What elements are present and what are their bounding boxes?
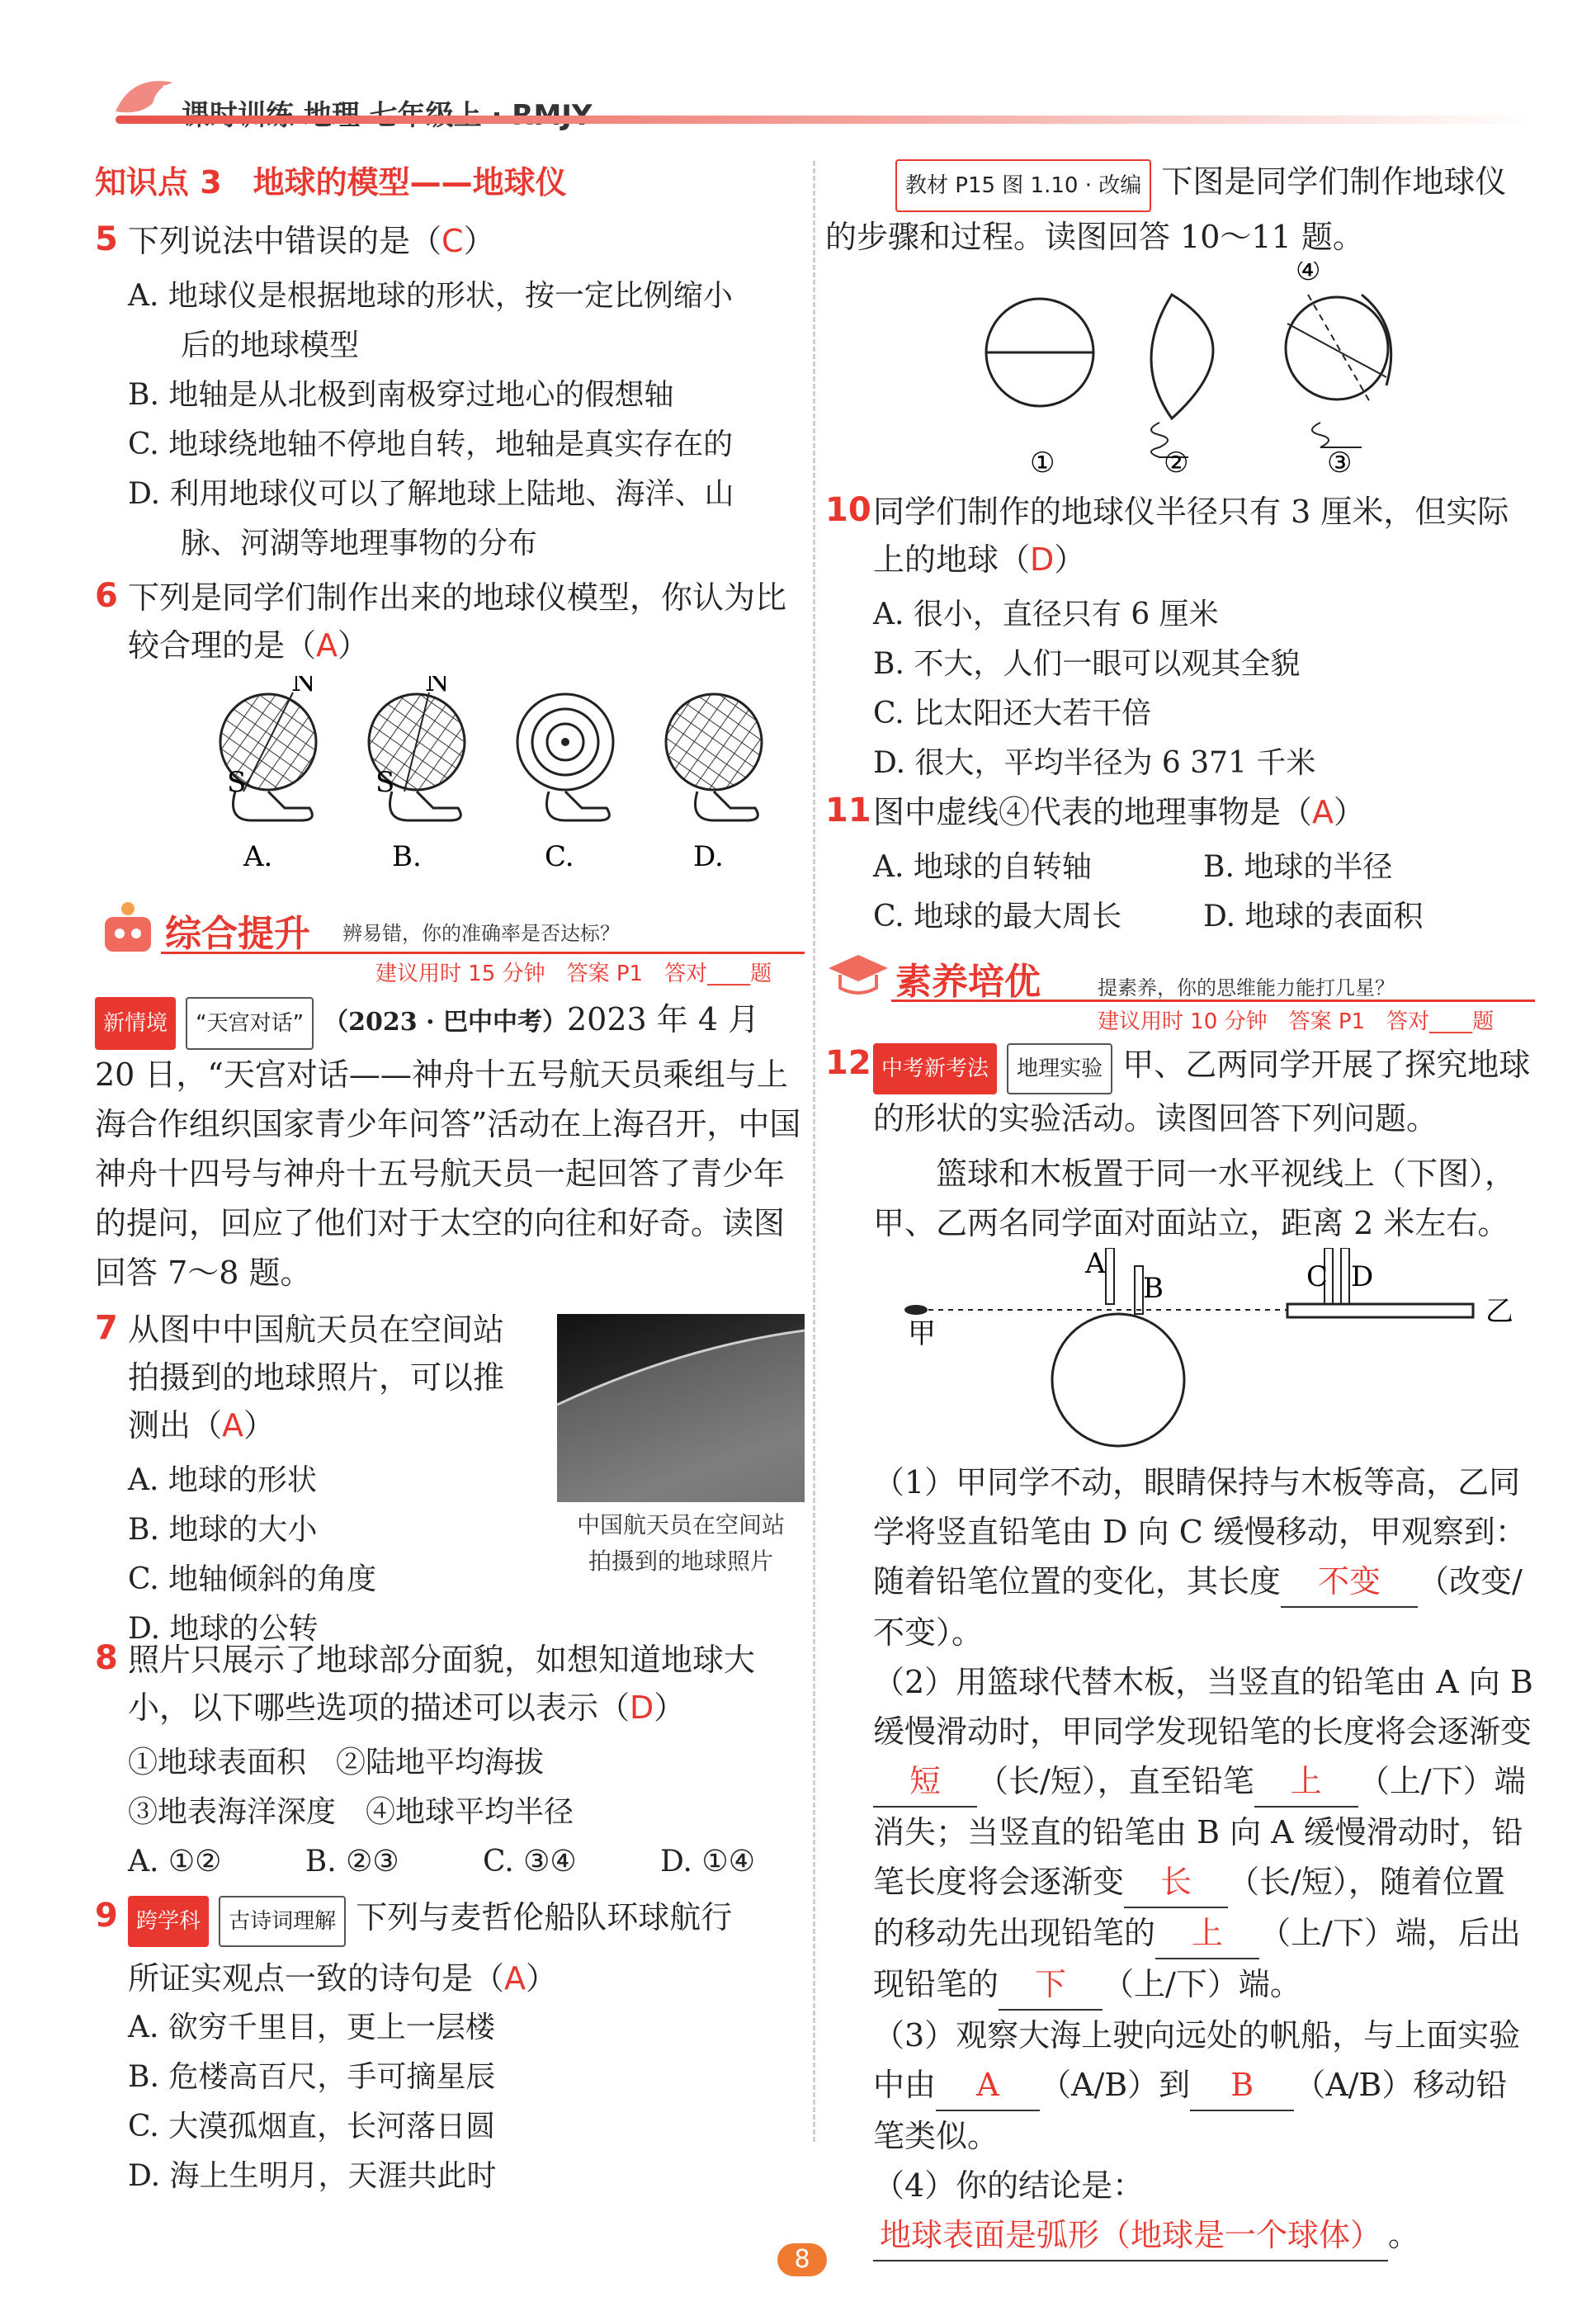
context-tag: 新情境 xyxy=(95,997,176,1050)
globe-label: C. xyxy=(545,840,574,873)
question-6 xyxy=(95,574,805,669)
paren-close: ） xyxy=(1054,541,1086,578)
paren-close: ） xyxy=(526,1960,558,1997)
option: A. 地球的形状 xyxy=(128,1463,317,1497)
fill-blank: 上 xyxy=(1254,1756,1358,1808)
option: B. ②③ xyxy=(305,1845,399,1879)
right-column xyxy=(825,157,1535,2261)
text: （2）用篮球代替木板，当竖直的铅笔由 A 向 B 缓慢滑动时，甲同学发现铅笔的长度将会逐渐变 xyxy=(873,1664,1533,1750)
text: （改变/不变）。 xyxy=(873,1563,1523,1651)
answer: A xyxy=(222,1407,244,1444)
question-number: 8 xyxy=(95,1639,118,1677)
label-d: D xyxy=(1351,1260,1374,1293)
fill-blank: 短 xyxy=(873,1756,977,1808)
text: （上/下）端消失；当竖直的铅笔由 B 向 A 缓慢滑动时，铅笔长度将会逐渐变 xyxy=(873,1763,1526,1900)
paren-close: ） xyxy=(654,1690,686,1726)
fill-blank: 不变 xyxy=(1281,1557,1418,1608)
question-number: 5 xyxy=(95,220,118,258)
text: （4）你的结论是： xyxy=(873,2167,1145,2204)
option: B. 地球的大小 xyxy=(128,1513,318,1547)
step-label: ① xyxy=(1030,447,1055,480)
banner-meta: 建议用时 15 分钟 答案 P1 答对____题 xyxy=(375,962,772,986)
banner-subtitle: 提素养，你的思维能力能打几星？ xyxy=(1098,976,1395,1000)
question-10 xyxy=(825,488,1535,584)
answer: A xyxy=(316,627,338,664)
globe-label: B. xyxy=(392,840,422,873)
text: （1）甲同学不动，眼睛保持与木板等高，乙同学将竖直铅笔由 D 向 C 缓慢移动，甲观察到：随着铅笔位置的变化，其长度 xyxy=(873,1464,1527,1600)
context-box: “天宫对话” xyxy=(186,997,314,1050)
option: B. 不大，人们一眼可以观其全貌 xyxy=(873,647,1301,681)
south-label: S xyxy=(227,766,247,799)
sub-question-2 xyxy=(873,1657,1535,2011)
context-source: （2023 · 巴中中考） xyxy=(323,1008,567,1037)
header-title xyxy=(182,92,593,133)
left-column xyxy=(95,157,805,2201)
fill-blank: 地球表面是弧形（地球是一个球体） xyxy=(873,2210,1388,2261)
photo-caption xyxy=(557,1507,805,1580)
option: C. 地球的最大周长 xyxy=(873,900,1122,933)
south-label: S xyxy=(375,766,395,799)
intro-text: 下图是同学们制作地球仪的步骤和过程。读图回答 10～11 题。 xyxy=(825,163,1507,255)
banner-meta: 建议用时 10 分钟 答案 P1 答对____题 xyxy=(1098,1009,1494,1034)
answer: A xyxy=(504,1960,526,1997)
intro-paragraph xyxy=(825,157,1535,262)
option: D. 海上生明月，天涯共此时 xyxy=(128,2159,497,2193)
option: D. 地球的表面积 xyxy=(1203,900,1424,933)
option: C. 比太阳还大若干倍 xyxy=(873,697,1152,730)
caption-line: 拍摄到的地球照片 xyxy=(588,1548,773,1575)
earth-horizon xyxy=(557,1314,805,1502)
question-number: 7 xyxy=(95,1309,118,1347)
banner-rule xyxy=(161,952,805,954)
text: （A/B）移动铅笔类似。 xyxy=(873,2067,1508,2154)
page-number: 8 xyxy=(777,2243,827,2276)
sub-question-1 xyxy=(873,1458,1535,1657)
option: C. ③④ xyxy=(482,1845,577,1879)
globe-b xyxy=(369,676,465,873)
option: C. 地球绕地轴不停地自转，地轴是真实存在的 xyxy=(128,428,734,461)
globe-d xyxy=(666,694,762,873)
option: A. 很小，直径只有 6 厘米 xyxy=(873,598,1219,631)
option: A. 地球仪是根据地球的形状，按一定比例缩小 xyxy=(128,279,733,313)
question-stem: 所证实观点一致的诗句是（ xyxy=(128,1960,505,1997)
question-stem: 甲、乙两同学开展了探究地球的形状的实验活动。读图回答下列问题。 xyxy=(873,1047,1531,1137)
option: D. 很大，平均半径为 6 371 千米 xyxy=(873,746,1316,780)
option-cont: 脉、河湖等地理事物的分布 xyxy=(181,527,538,560)
text: （上/下）端，后出现铅笔的 xyxy=(873,1915,1521,2002)
label-jia: 甲 xyxy=(908,1317,936,1350)
fill-blank: A xyxy=(936,2060,1040,2111)
paren-close: ） xyxy=(338,627,370,664)
question-5 xyxy=(95,217,805,265)
banner-title: 素养培优 xyxy=(895,961,1041,1003)
banner-subtitle: 辨易错，你的准确率是否达标？ xyxy=(342,922,620,945)
textbook-ref: 教材 P15 图 1.10 · 改编 xyxy=(895,159,1151,212)
text: 。 xyxy=(1388,2217,1420,2253)
question-7 xyxy=(95,1306,524,1449)
step-3 xyxy=(1286,262,1391,480)
section-title: 知识点 3 地球的模型——地球仪 xyxy=(95,164,567,201)
step-1 xyxy=(986,299,1093,480)
globe-c xyxy=(517,694,613,873)
question-stem: 图中虚线④代表的地理事物是（ xyxy=(873,794,1313,830)
column-divider xyxy=(813,161,815,2142)
label-b: B xyxy=(1143,1272,1164,1305)
item-line: ③地表海洋深度 ④地球平均半径 xyxy=(128,1795,574,1829)
option: C. 大漠孤烟直，长河落日圆 xyxy=(128,2110,496,2143)
step-2 xyxy=(1151,295,1213,480)
option: A. ①② xyxy=(128,1845,222,1879)
globe-making-steps-figure xyxy=(825,262,1535,484)
question-number: 6 xyxy=(95,577,118,615)
question-number: 12 xyxy=(825,1044,871,1082)
fill-blank: 上 xyxy=(1155,1908,1259,1959)
text: （上/下）端。 xyxy=(1103,1966,1301,2002)
text: （A/B）到 xyxy=(1040,2067,1191,2103)
option: D. 地球的公转 xyxy=(128,1612,319,1646)
step-label: ③ xyxy=(1327,447,1353,480)
question-number: 9 xyxy=(95,1897,118,1935)
question-stem: 下列说法中错误的是（ xyxy=(128,223,442,259)
item-line: ①地球表面积 ②陆地平均海拔 xyxy=(128,1746,545,1779)
question-tag: 跨学科 xyxy=(128,1896,209,1947)
question-tag: 中考新考法 xyxy=(873,1043,997,1094)
question-stem: 下列与麦哲伦船队环球航行 xyxy=(356,1899,733,1935)
question-11 xyxy=(825,788,1535,836)
section-banner xyxy=(95,894,805,985)
question-stem: 同学们制作的地球仪半径只有 3 厘米，但实际上的地球（ xyxy=(873,494,1509,578)
experiment-description: 篮球和木板置于同一水平视线上（下图），甲、乙两名同学面对面站立，距离 2 米左右。 xyxy=(873,1156,1517,1241)
question-9 xyxy=(95,1893,805,1947)
question-number: 10 xyxy=(825,491,871,529)
banner-rule xyxy=(891,1000,1535,1002)
axis-label: ④ xyxy=(1296,262,1321,287)
context-paragraph xyxy=(95,995,805,1297)
fill-blank: B xyxy=(1190,2060,1294,2111)
sub-question-4 xyxy=(873,2161,1535,2261)
graduation-cap-icon xyxy=(825,948,891,1006)
text: （长/短），直至铅笔 xyxy=(977,1763,1254,1799)
context-text: 2023 年 4 月 20 日，“天宫对话——神舟十五号航天员乘组与上海合作组织国家青少年问答”活动在上海召开，中国神舟十四号与神舟十五号航天员一起回答了青少年的提问，回应了他们对于太空的向往和好奇。读图回答 7～8 题。 xyxy=(95,1001,801,1291)
options-row xyxy=(128,1837,755,1887)
sub-question-3 xyxy=(873,2011,1535,2161)
options-row xyxy=(873,843,1535,892)
paren-close: ） xyxy=(463,223,495,259)
option: B. 地球的半径 xyxy=(1203,850,1393,884)
globe-label: D. xyxy=(693,840,724,873)
step-label: ② xyxy=(1164,447,1189,480)
globe-label: A. xyxy=(243,840,273,873)
option-cont: 后的地球模型 xyxy=(181,328,360,362)
question-box: 古诗词理解 xyxy=(219,1896,346,1947)
question-12 xyxy=(825,1041,1535,1142)
globe-models-figure xyxy=(95,676,805,891)
text: （长/短），随着位置的移动先出现铅笔的 xyxy=(873,1864,1505,1951)
question-stem: 下列是同学们制作出来的地球仪模型，你认为比较合理的是（ xyxy=(128,579,787,664)
label-yi: 乙 xyxy=(1485,1295,1513,1328)
question-box: 地理实验 xyxy=(1007,1043,1112,1094)
paren-close: ） xyxy=(1334,794,1366,830)
option: C. 地轴倾斜的角度 xyxy=(128,1562,377,1596)
robot-icon xyxy=(95,900,161,958)
north-label: N xyxy=(425,676,450,698)
question-stem: 照片只展示了地球部分面貌，如想知道地球大小，以下哪些选项的描述可以表示（ xyxy=(128,1642,756,1726)
answer: D xyxy=(1030,541,1055,578)
question-7-block xyxy=(95,1306,805,1646)
answer: D xyxy=(630,1690,654,1726)
banner-title: 综合提升 xyxy=(165,913,310,955)
question-number: 11 xyxy=(825,792,871,829)
experiment-figure xyxy=(825,1248,1535,1454)
fill-blank: 长 xyxy=(1124,1857,1228,1908)
paren-close: ） xyxy=(243,1407,276,1444)
text: （3）观察大海上驶向远处的帆船，与上面实验中由 xyxy=(873,2017,1521,2103)
option: A. 欲穷千里目，更上一层楼 xyxy=(128,2011,495,2044)
option: B. 地轴是从北极到南极穿过地心的假想轴 xyxy=(128,378,674,412)
section-banner xyxy=(825,942,1535,1033)
question-stem: 从图中中国航天员在空间站拍摄到的地球照片，可以推测出（ xyxy=(128,1311,505,1444)
caption-line: 中国航天员在空间站 xyxy=(576,1511,785,1538)
globe-a xyxy=(220,676,316,873)
earth-photo xyxy=(557,1314,805,1502)
option: D. 利用地球仪可以了解地球上陆地、海洋、山 xyxy=(128,477,734,511)
option: D. ①④ xyxy=(659,1845,755,1879)
north-label: N xyxy=(291,676,316,698)
answer: C xyxy=(441,223,464,259)
option: A. 地球的自转轴 xyxy=(873,850,1092,884)
header-bar xyxy=(116,116,1535,124)
answer: A xyxy=(1312,794,1334,830)
options-row xyxy=(873,892,1535,942)
label-c: C xyxy=(1306,1260,1329,1293)
label-a: A xyxy=(1085,1248,1106,1280)
option: B. 危楼高百尺，手可摘星辰 xyxy=(128,2060,496,2094)
fill-blank: 下 xyxy=(999,1959,1103,2011)
